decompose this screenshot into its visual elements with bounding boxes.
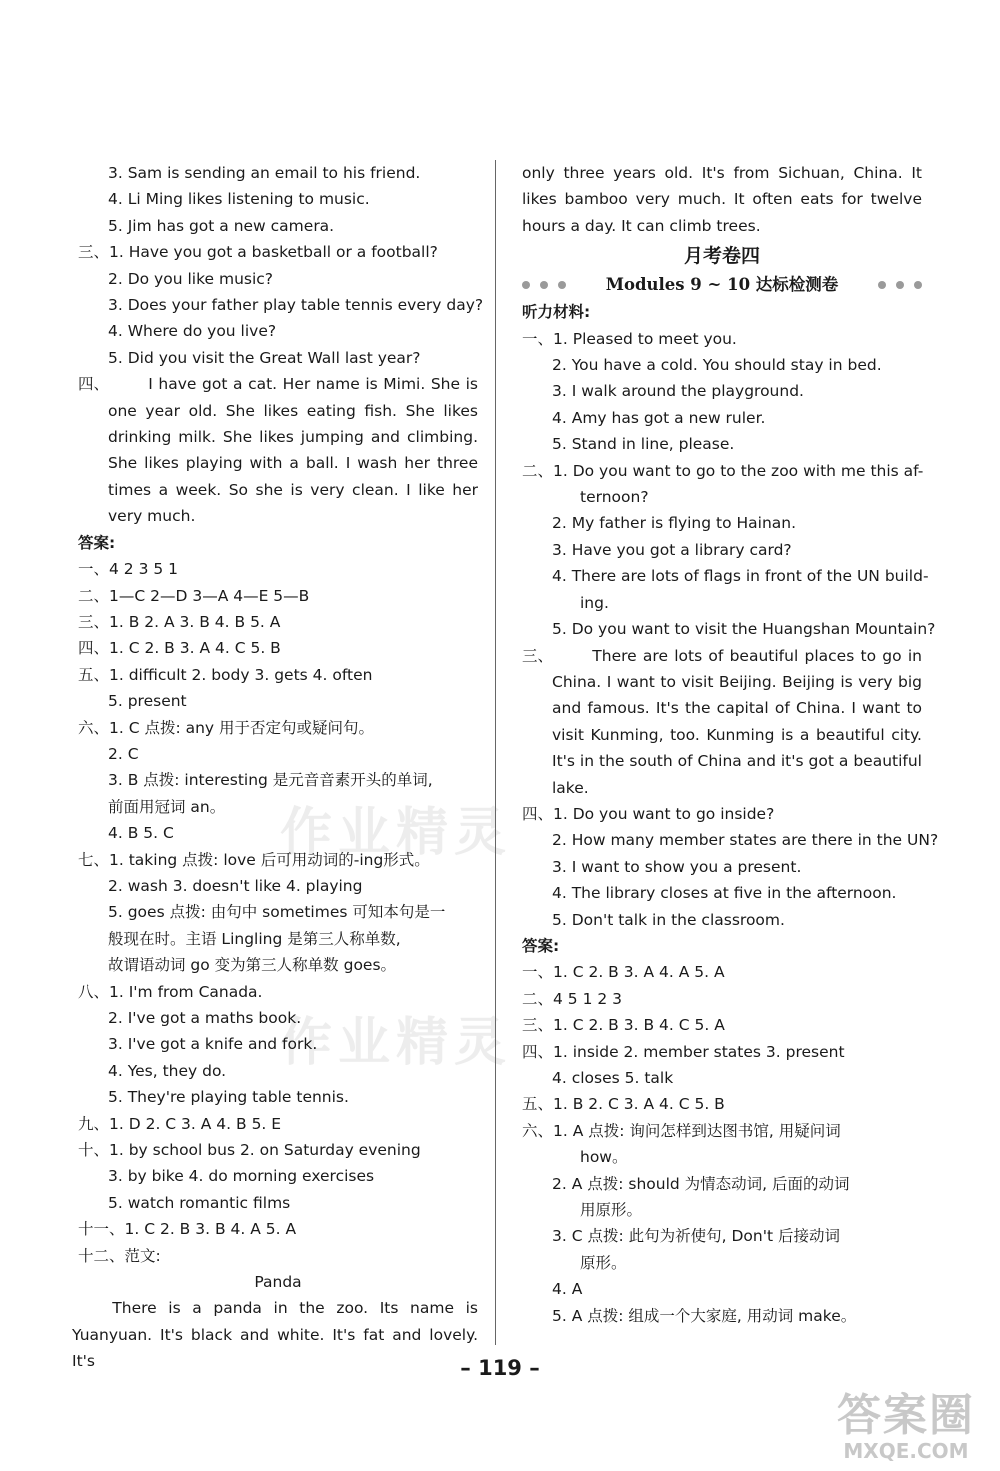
listening-passage: I have got a cat. Her name is Mimi. She is one year old. She likes eating fish. She likes drinking milk. She likes jumping and climbing. She likes playing with a ball. I wash her three times a week. So she is very clean. I like her very much. xyxy=(108,375,478,526)
text-line: 4. Where do you live? xyxy=(108,322,277,341)
page-number: – 119 – xyxy=(460,1356,540,1380)
text-line: 5. Don't talk in the classroom. xyxy=(552,910,785,929)
column-divider xyxy=(495,160,496,1345)
answer-line: 二、4 5 1 2 3 xyxy=(522,989,623,1008)
text-line xyxy=(78,239,478,265)
text-line: ing. xyxy=(580,593,609,612)
answer-line: 十一、1. C 2. B 3. B 4. A 5. A xyxy=(78,1220,297,1239)
answer-line: 原形。 xyxy=(580,1253,627,1272)
text-line: 4. Amy has got a new ruler. xyxy=(552,408,766,427)
answer-line: 六、1. C 点拨: any 用于否定句或疑问句。 xyxy=(78,718,375,737)
answer-line: 3. I've got a knife and fork. xyxy=(108,1035,318,1054)
answer-line: 般现在时。主语 Lingling 是第三人称单数, xyxy=(108,929,401,948)
answer-line: 八、1. I'm from Canada. xyxy=(78,982,263,1001)
answer-line: 5. goes 点拨: 由句中 sometimes 可知本句是一 xyxy=(108,903,446,922)
answer-line: 4. closes 5. talk xyxy=(552,1069,674,1087)
essay-paragraph: There is a panda in the zoo. Its name is Yuanyuan. It's black and white. It's fat and lovely. It's xyxy=(72,1299,478,1371)
answer-line: 五、1. B 2. C 3. A 4. C 5. B xyxy=(522,1095,725,1114)
answer-line: 故谓语动词 go 变为第三人称单数 goes。 xyxy=(108,956,397,975)
answer-line: how。 xyxy=(580,1148,628,1167)
text-line: 2. You have a cold. You should stay in bed. xyxy=(552,356,882,375)
watermark: 作业精灵 xyxy=(280,1013,513,1073)
answer-line: 七、1. taking 点拨: love 后可用动词的-ing形式。 xyxy=(78,850,430,869)
answer-line: 三、1. C 2. B 3. B 4. C 5. A xyxy=(522,1016,725,1035)
section-title: 月考卷四 xyxy=(683,245,760,268)
answer-line: 九、1. D 2. C 3. A 4. B 5. E xyxy=(78,1114,282,1133)
text-line: 5. Do you want to visit the Huangshan Mountain? xyxy=(552,620,936,639)
text-line: 2. How many member states are there in the UN? xyxy=(552,831,939,850)
answer-line: 用原形。 xyxy=(580,1201,643,1220)
text-line: 2. Do you like music? xyxy=(108,269,274,288)
answer-line: 5. watch romantic films xyxy=(108,1193,291,1212)
text-line: 3. I want to show you a present. xyxy=(552,857,802,876)
section-label: 四、 xyxy=(78,375,110,394)
text-line: 5. Jim has got a new camera. xyxy=(108,216,335,235)
answer-heading: 答案: xyxy=(522,936,560,955)
answer-line: 2. wash 3. doesn't like 4. playing xyxy=(108,876,363,895)
listening-passage: There are lots of beautiful places to go in China. I want to visit Beijing. Beijing is very big and famous. It's the capital of China. I want to visit Kunming, too. Kunming is a beautiful city. It's in the south of China and it's got a beautiful lake. xyxy=(552,646,922,797)
text-line: 4. Li Ming likes listening to music. xyxy=(108,190,370,209)
answer-line: 2. C xyxy=(108,744,139,763)
answer-line: 4. A xyxy=(552,1280,583,1299)
logo-url: MXQE.COM xyxy=(843,1439,969,1463)
answer-line: 五、1. difficult 2. body 3. gets 4. often xyxy=(78,665,373,684)
left-column xyxy=(72,160,484,1375)
answer-line: 三、1. B 2. A 3. B 4. B 5. A xyxy=(78,612,281,631)
answer-line: 5. present xyxy=(108,692,187,711)
watermark: 作业精灵 xyxy=(280,803,513,863)
section-subtitle xyxy=(522,271,922,299)
text-line: 2. My father is flying to Hainan. xyxy=(552,514,797,533)
text-line: ternoon? xyxy=(580,488,649,507)
answer-line: 3. B 点拨: interesting 是元音音素开头的单词, xyxy=(108,771,433,790)
answer-line: 3. C 点拨: 此句为祈使句, Don't 后接动词 xyxy=(552,1227,840,1246)
text-line: 3. Sam is sending an email to his friend. xyxy=(108,164,421,182)
answer-line: 4. Yes, they do. xyxy=(108,1061,227,1080)
answer-line: 4. B 5. C xyxy=(108,824,174,843)
logo-text: 答案圈 xyxy=(837,1390,975,1441)
essay-title: Panda xyxy=(254,1273,302,1292)
text-line: 5. Did you visit the Great Wall last year? xyxy=(108,348,421,367)
answer-line: 六、1. A 点拨: 询问怎样到达图书馆, 用疑问词 xyxy=(522,1121,841,1140)
answer-line: 四、1. C 2. B 3. A 4. C 5. B xyxy=(78,639,281,658)
subtitle-text: Modules 9 ~ 10 达标检测卷 xyxy=(605,275,839,295)
text-line: 4. There are lots of flags in front of the UN build- xyxy=(552,567,929,586)
text-line: 一、1. Pleased to meet you. xyxy=(522,329,737,348)
answer-line: 十、1. by school bus 2. on Saturday evening xyxy=(78,1141,421,1160)
essay-continuation: only three years old. It's from Sichuan, China. It likes bamboo very much. It often eats for twelve hours a day. It can climb trees. xyxy=(522,164,922,235)
answer-heading: 答案: xyxy=(78,533,116,552)
text-line: 二、1. Do you want to go to the zoo with me this af- xyxy=(522,461,924,480)
answer-line: 二、1—C 2—D 3—A 4—E 5—B xyxy=(78,586,310,605)
answer-line: 四、1. inside 2. member states 3. present xyxy=(522,1042,845,1061)
answer-line: 一、4 2 3 5 1 xyxy=(78,560,179,579)
text-line: 5. Stand in line, please. xyxy=(552,435,735,454)
question: 1. Have you got a basketball or a football? xyxy=(109,243,438,262)
text-line: 4. The library closes at five in the afternoon. xyxy=(552,884,897,903)
text-line: 3. I walk around the playground. xyxy=(552,382,804,401)
listening-heading: 听力材料: xyxy=(522,303,591,322)
answer-line: 5. A 点拨: 组成一个大家庭, 用动词 make。 xyxy=(552,1306,857,1325)
answer-line: 十二、范文: xyxy=(78,1246,161,1265)
section-label: 三、 xyxy=(522,646,554,665)
text-line: 3. Does your father play table tennis every day? xyxy=(108,296,484,315)
passage-block xyxy=(522,643,922,801)
right-column xyxy=(522,160,939,1329)
answer-line: 2. I've got a maths book. xyxy=(108,1009,302,1027)
decorative-dots xyxy=(522,281,566,289)
answer-line: 5. They're playing table tennis. xyxy=(108,1088,349,1107)
section-label: 三、 xyxy=(78,243,110,262)
answer-line: 2. A 点拨: should 为情态动词, 后面的动词 xyxy=(552,1174,850,1193)
text-line: 3. Have you got a library card? xyxy=(552,540,792,559)
passage-block xyxy=(78,371,478,529)
text-line: 四、1. Do you want to go inside? xyxy=(522,804,775,823)
answer-line: 前面用冠词 an。 xyxy=(108,797,226,816)
answer-line: 一、1. C 2. B 3. A 4. A 5. A xyxy=(522,963,725,982)
answer-line: 3. by bike 4. do morning exercises xyxy=(108,1167,375,1186)
site-logo xyxy=(837,1392,975,1462)
decorative-dots xyxy=(878,281,922,289)
